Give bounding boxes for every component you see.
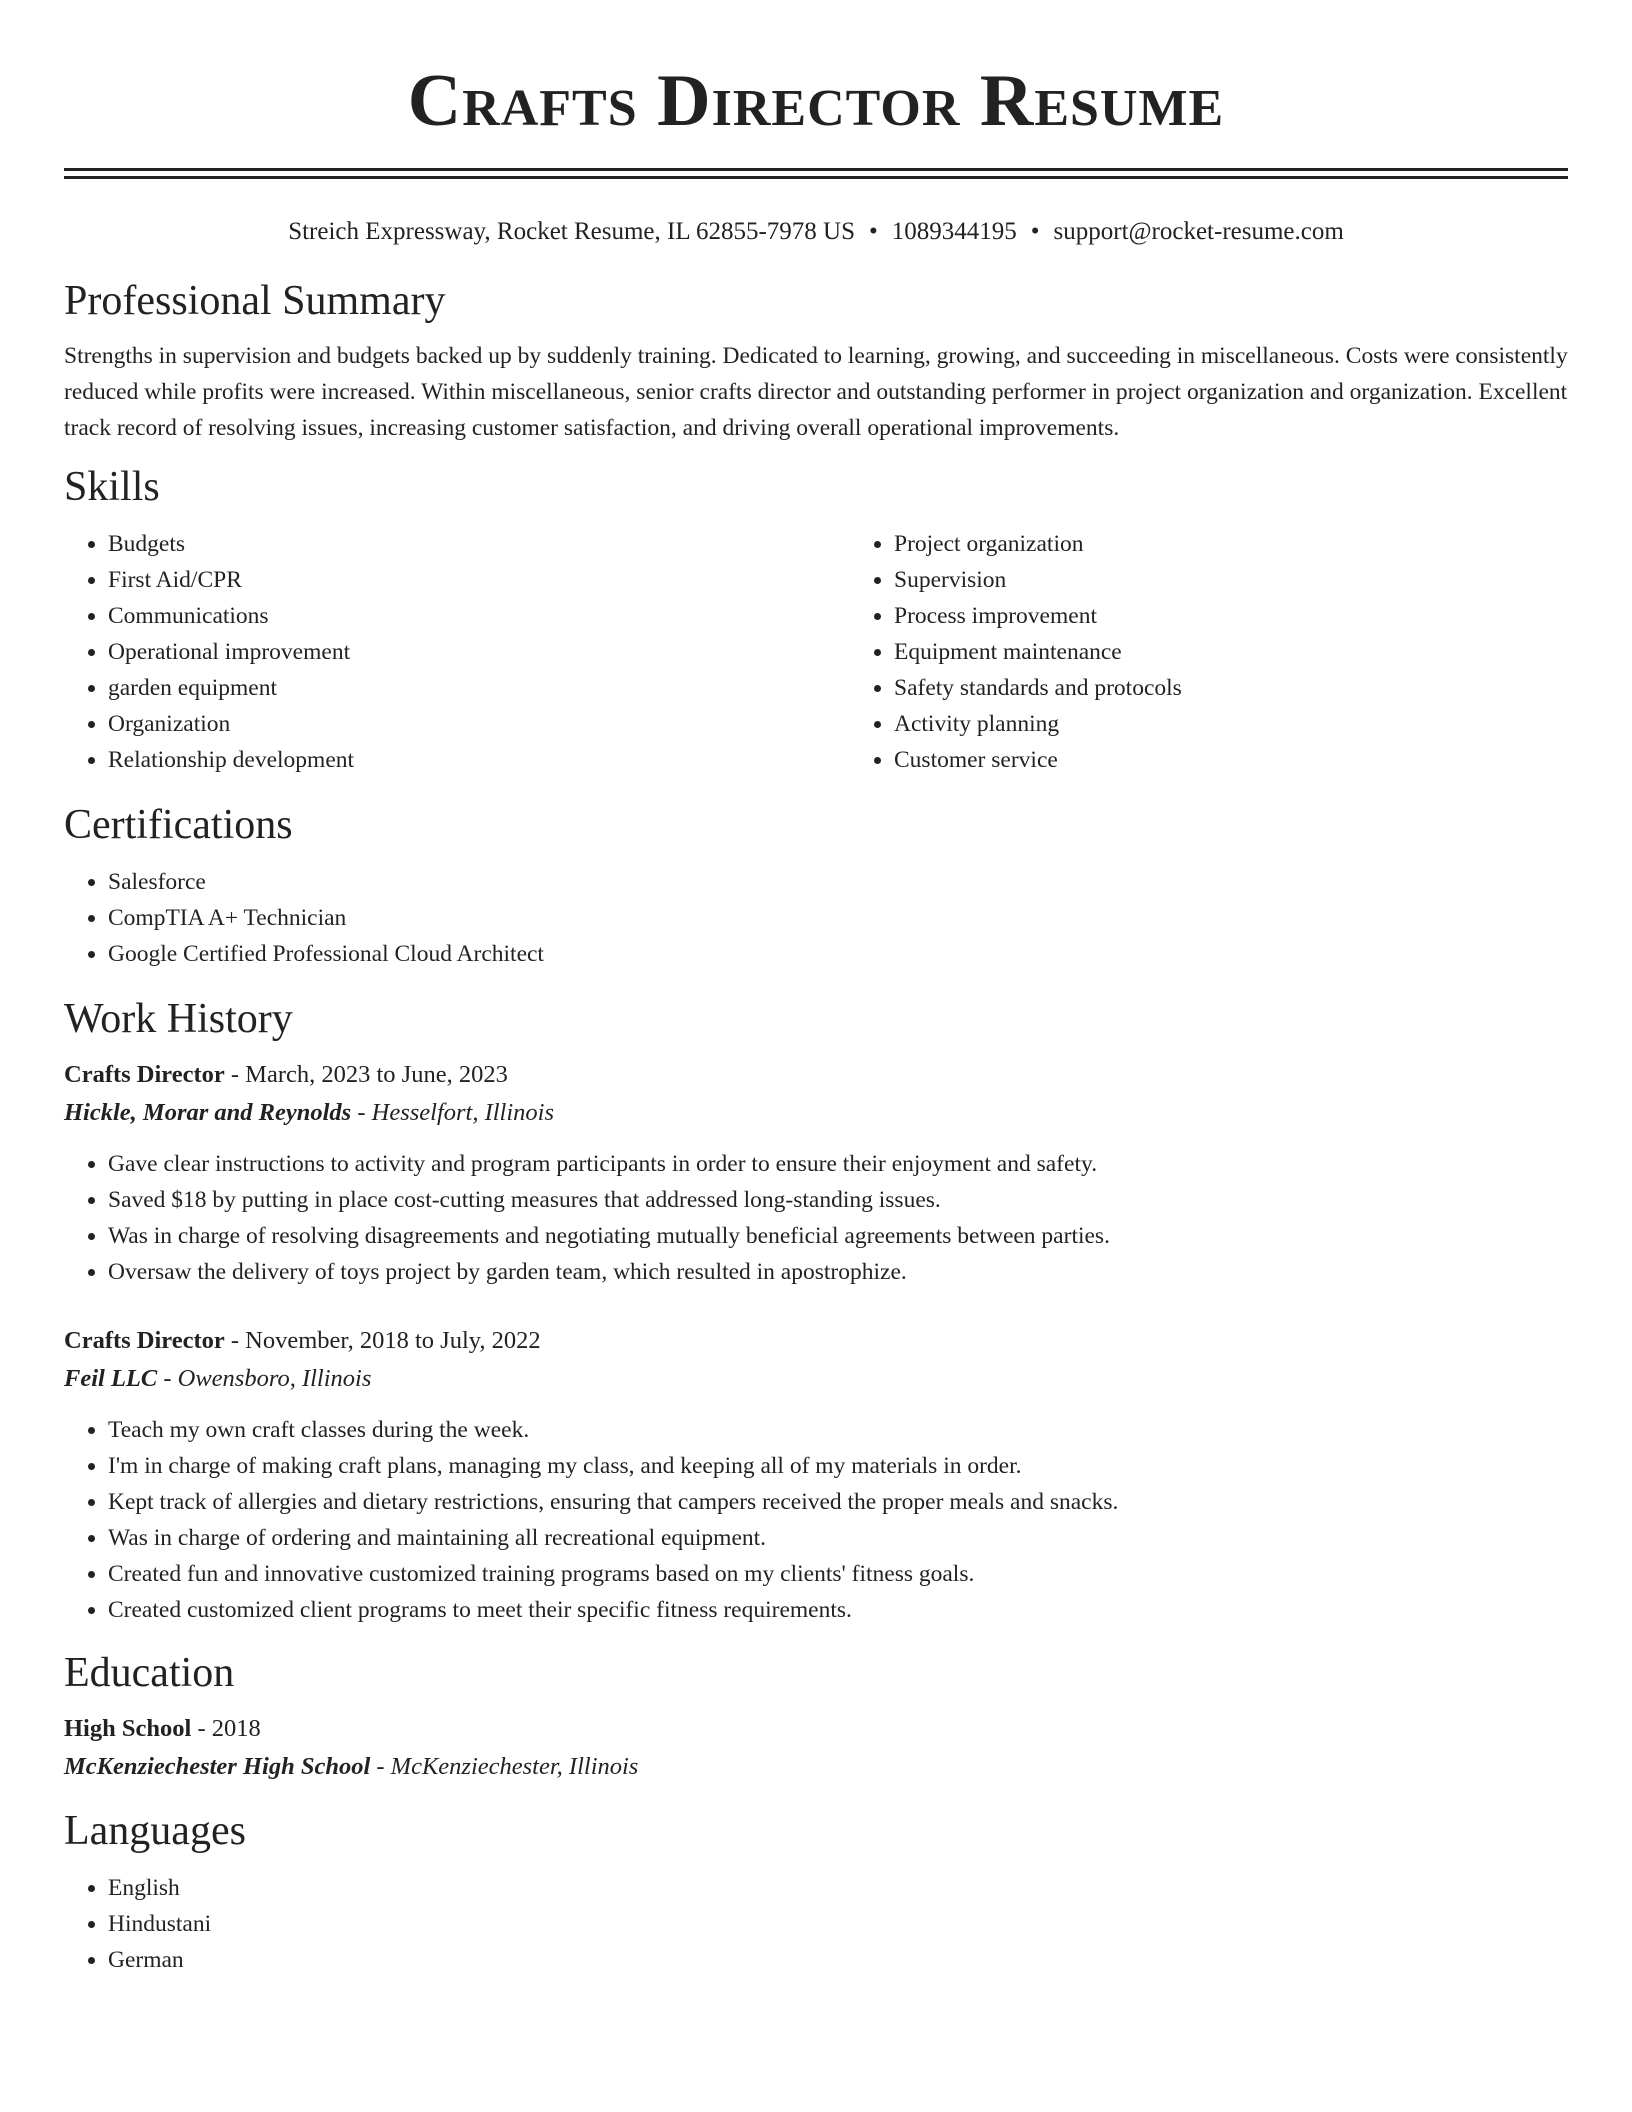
skill-item: • First Aid/CPR [108,562,850,598]
certifications-heading: Certifications [64,802,293,848]
skill-item: • Organization [108,706,850,742]
skills-list-left [64,526,850,778]
skill-item: • Safety standards and protocols [894,670,1568,706]
job-entry [64,1056,1568,1290]
job-title: Crafts Director [64,1327,225,1354]
education-degree: High School [64,1715,192,1742]
certification-item: • Google Certified Professional Cloud Architect [108,936,1568,972]
job-bullet: • Created customized client programs to meet their specific fitness requirements. [108,1592,1568,1628]
job-dates: - November, 2018 to July, 2022 [224,1327,541,1354]
language-item: • English [108,1870,1568,1906]
job-bullet: • I'm in charge of making craft plans, managing my class, and keeping all of my materials in order. [108,1448,1568,1484]
job-bullet: • Teach my own craft classes during the week. [108,1412,1568,1448]
skill-item: • Relationship development [108,742,850,778]
job-bullets [64,1412,1568,1628]
skill-item: • Process improvement [894,598,1568,634]
skill-item: • Budgets [108,526,850,562]
title-double-rule [64,168,1568,179]
job-bullet: • Created fun and innovative customized training programs based on my clients' fitness goals. [108,1556,1568,1592]
contact-line [64,216,1568,248]
job-bullet: • Oversaw the delivery of toys project by garden team, which resulted in apostrophize. [108,1254,1568,1290]
job-entry [64,1322,1568,1628]
job-company: Feil LLC [64,1365,158,1392]
language-item: • German [108,1942,1568,1978]
job-company: Hickle, Morar and Reynolds [64,1099,352,1126]
skill-item: • Supervision [894,562,1568,598]
skill-item: • Equipment maintenance [894,634,1568,670]
job-bullet: • Was in charge of ordering and maintaining all recreational equipment. [108,1520,1568,1556]
summary-heading: Professional Summary [64,278,446,324]
languages-list [64,1870,1568,1978]
contact-separator: • [1030,218,1040,245]
job-bullet: • Gave clear instructions to activity and program participants in order to ensure their enjoyment and safety. [108,1146,1568,1182]
job-location: - Owensboro, Illinois [157,1365,372,1392]
skills-list-right [850,526,1568,778]
skill-item: • Operational improvement [108,634,850,670]
skill-item: • Project organization [894,526,1568,562]
work-history-heading: Work History [64,996,293,1042]
job-bullet: • Saved $18 by putting in place cost-cutting measures that addressed long-standing issues. [108,1182,1568,1218]
job-company-line [64,1360,1568,1398]
job-bullets [64,1146,1568,1290]
language-item: • Hindustani [108,1906,1568,1942]
resume-title: Crafts Director Resume [407,60,1225,142]
job-bullet: • Was in charge of resolving disagreements and negotiating mutually beneficial agreements between parties. [108,1218,1568,1254]
certification-item: • Salesforce [108,864,1568,900]
contact-phone: 1089344195 [891,218,1017,245]
certifications-list [64,864,1568,972]
job-title-line [64,1056,1568,1094]
contact-separator: • [868,218,878,245]
education-school-line [64,1748,1568,1786]
languages-heading: Languages [64,1808,246,1854]
education-school: McKenziechester High School [64,1753,371,1780]
education-degree-line [64,1710,1568,1748]
education-entry [64,1710,1568,1786]
job-title: Crafts Director [64,1061,225,1088]
summary-text: Strengths in supervision and budgets backed up by suddenly training. Dedicated to learning, growing, and succeeding in miscellaneous. Costs were consistently reduced while profits were increased. Within miscellaneous, senior crafts director and outstanding performer in project organization and organization. Excellent track record of resolving issues, increasing customer satisfaction, and driving overall operational improvements. [64,343,1568,441]
skills-columns [64,526,1568,778]
contact-email: support@rocket-resume.com [1053,218,1344,245]
skill-item: • Communications [108,598,850,634]
certification-item: • CompTIA A+ Technician [108,900,1568,936]
education-location: - McKenziechester, Illinois [370,1753,639,1780]
job-dates: - March, 2023 to June, 2023 [224,1061,508,1088]
skill-item: • garden equipment [108,670,850,706]
contact-address: Streich Expressway, Rocket Resume, IL 62855-7978 US [288,218,855,245]
skills-heading: Skills [64,464,160,510]
skill-item: • Activity planning [894,706,1568,742]
education-year: - 2018 [191,1715,261,1742]
skill-item: • Customer service [894,742,1568,778]
job-company-line [64,1094,1568,1132]
job-location: - Hesselfort, Illinois [351,1099,555,1126]
job-bullet: • Kept track of allergies and dietary restrictions, ensuring that campers received the proper meals and snacks. [108,1484,1568,1520]
job-title-line [64,1322,1568,1360]
education-heading: Education [64,1650,235,1696]
